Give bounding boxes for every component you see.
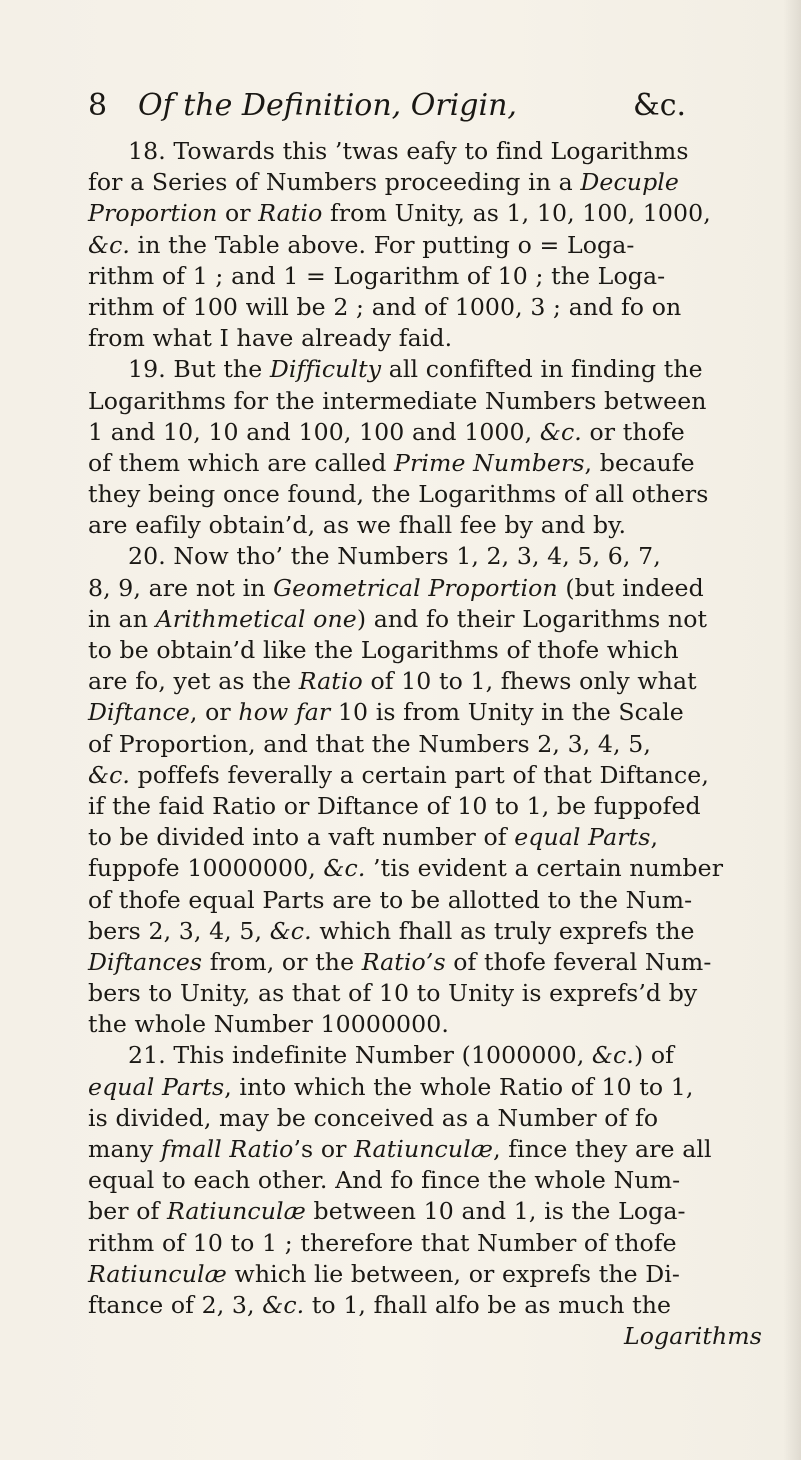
text-segment: , or xyxy=(189,698,239,727)
text-line xyxy=(88,1103,768,1134)
text-segment: 8, 9, are not in xyxy=(88,573,274,602)
text-line xyxy=(88,729,768,760)
text-line xyxy=(88,822,768,853)
running-head xyxy=(88,88,728,128)
italic-text: Arithmetical one xyxy=(155,604,357,633)
text-segment: to be divided into a vaft number of xyxy=(88,823,515,852)
text-segment: (but indeed xyxy=(557,573,704,602)
italic-text: equal Parts xyxy=(514,823,651,852)
text-line xyxy=(88,1196,768,1227)
italic-text: Diftances xyxy=(88,947,203,976)
text-line xyxy=(88,230,768,261)
text-segment: rithm of 10 to 1 ; therefore that Number of thofe xyxy=(88,1228,677,1257)
text-segment: many xyxy=(88,1135,161,1163)
text-line xyxy=(88,1290,768,1321)
italic-text: Difficulty xyxy=(269,355,382,384)
page-number: 8 xyxy=(88,88,108,123)
text-segment: rithm of 1 ; and 1 = Logarithm of 10 ; the Loga- xyxy=(88,261,666,290)
text-line xyxy=(88,167,768,198)
italic-text: &c. xyxy=(88,760,131,789)
text-line xyxy=(88,1228,768,1259)
text-segment: they being once found, the Logarithms of all others xyxy=(88,480,709,509)
text-segment: of thofe equal Parts are to be allotted to the Num- xyxy=(88,885,693,914)
italic-text: &c. xyxy=(323,854,366,883)
text-line xyxy=(88,292,768,323)
text-segment: 20. Now tho’ the Numbers 1, 2, 3, 4, 5, 6, 7, xyxy=(128,542,661,571)
text-line xyxy=(88,354,768,385)
italic-text: Diftance xyxy=(88,698,190,727)
text-segment: , becaufe xyxy=(584,448,695,477)
text-line xyxy=(88,697,768,728)
text-line xyxy=(88,1259,768,1290)
text-segment: from what I have already faid. xyxy=(88,324,453,353)
text-segment: for a Series of Numbers proceeding in a xyxy=(88,168,581,197)
text-segment: all confifted in finding the xyxy=(381,355,703,384)
text-line xyxy=(88,417,768,448)
italic-text: &c. xyxy=(539,417,582,446)
text-line xyxy=(88,510,768,541)
italic-text: Logarithms xyxy=(623,1322,762,1351)
text-line xyxy=(88,635,768,666)
italic-text: Ratio xyxy=(258,199,323,228)
text-line xyxy=(88,916,768,947)
text-line xyxy=(88,323,768,354)
italic-text: Geometrical Proportion xyxy=(273,573,558,602)
text-segment: , into which the whole Ratio of 10 to 1, xyxy=(224,1072,694,1101)
text-segment: 19. But the xyxy=(128,355,270,384)
text-line xyxy=(88,1165,768,1196)
text-segment: 1 and 10, 10 and 100, 100 and 1000, xyxy=(88,417,540,446)
text-line xyxy=(88,666,768,697)
italic-text: &c. xyxy=(591,1041,634,1070)
italic-text: fmall Ratio xyxy=(160,1135,294,1163)
text-segment: 18. Towards this ’twas eafy to find Logarithms xyxy=(128,137,689,165)
text-segment: fuppofe 10000000, xyxy=(88,854,324,883)
text-line xyxy=(88,604,768,635)
text-segment: , fince they are all xyxy=(493,1135,712,1163)
text-segment: ) of xyxy=(633,1041,674,1070)
text-segment: ’tis evident a certain number xyxy=(365,854,724,883)
text-segment: to be obtain’d like the Logarithms of thofe which xyxy=(88,636,679,664)
text-segment: ) and fo their Logarithms not xyxy=(356,604,708,633)
text-line xyxy=(88,479,768,510)
italic-text: equal Parts xyxy=(88,1072,225,1101)
text-segment: between 10 and 1, is the Loga- xyxy=(305,1197,686,1226)
text-segment: 21. This indefinite Number (1000000, xyxy=(128,1041,592,1070)
text-segment: , xyxy=(650,823,659,852)
text-line xyxy=(88,198,768,229)
text-line xyxy=(88,573,768,604)
text-line xyxy=(88,947,768,978)
text-segment: which fhall as truly exprefs the xyxy=(311,916,695,945)
text-line xyxy=(88,760,768,791)
italic-text: Ratio xyxy=(361,947,426,976)
text-segment: are fo, yet as the xyxy=(88,667,299,696)
text-segment: rithm of 100 will be 2 ; and of 1000, 3 ; and fo on xyxy=(88,292,682,321)
text-line xyxy=(88,541,768,572)
text-line xyxy=(88,1134,768,1165)
text-line xyxy=(88,1040,768,1071)
text-segment: or thofe xyxy=(581,417,685,446)
text-segment: ftance of 2, 3, xyxy=(88,1290,263,1319)
italic-text: Proportion xyxy=(88,199,218,228)
text-segment: ber of xyxy=(88,1197,167,1226)
italic-text: Ratiunculæ xyxy=(88,1259,227,1288)
text-line xyxy=(88,136,768,167)
text-line xyxy=(88,853,768,884)
body-text xyxy=(88,136,768,1352)
italic-text: &c. xyxy=(262,1290,305,1319)
text-segment: of Proportion, and that the Numbers 2, 3, 4, 5, xyxy=(88,729,651,758)
text-segment: if the faid Ratio or Diftance of 10 to 1, be fuppofed xyxy=(88,791,701,820)
running-title-etc: &c. xyxy=(633,88,687,123)
text-line xyxy=(88,1009,768,1040)
italic-text: Ratiunculæ xyxy=(166,1197,306,1226)
text-segment: to 1, fhall alfo be as much the xyxy=(304,1290,672,1319)
italic-text: Prime Numbers xyxy=(394,448,585,477)
italic-text: &c. xyxy=(88,230,131,259)
text-segment: 10 is from Unity in the Scale xyxy=(330,698,684,727)
text-line xyxy=(88,448,768,479)
text-line xyxy=(88,791,768,822)
text-segment: from, or the xyxy=(202,947,362,976)
text-line xyxy=(88,885,768,916)
text-segment: of thofe feveral Num- xyxy=(445,947,712,976)
italic-text: Ratio xyxy=(298,667,363,696)
text-segment: Logarithms for the intermediate Numbers between xyxy=(88,386,707,415)
text-line xyxy=(88,261,768,292)
text-segment: ’s or xyxy=(293,1135,355,1163)
text-segment: or xyxy=(217,199,259,228)
catchword xyxy=(88,1321,768,1352)
text-segment: which lie between, or exprefs the Di- xyxy=(226,1259,681,1288)
text-segment: from Unity, as 1, 10, 100, 1000, xyxy=(322,199,711,228)
text-line xyxy=(88,386,768,417)
text-segment: in the Table above. For putting o = Loga- xyxy=(130,230,635,259)
text-segment: equal to each other. And fo fince the whole Num- xyxy=(88,1166,681,1195)
text-line xyxy=(88,978,768,1009)
italic-text: Decuple xyxy=(580,168,679,197)
italic-text: how far xyxy=(238,698,331,727)
italic-text: ’s xyxy=(425,947,446,976)
text-segment: the whole Number 10000000. xyxy=(88,1010,449,1039)
text-segment: in an xyxy=(88,604,156,633)
text-segment: is divided, may be conceived as a Number of fo xyxy=(88,1103,659,1132)
text-segment: poffefs feverally a certain part of that Diftance, xyxy=(130,760,709,789)
text-segment: of them which are called xyxy=(88,448,395,477)
text-segment: bers to Unity, as that of 10 to Unity is exprefs’d by xyxy=(88,979,698,1008)
text-segment: of 10 to 1, fhews only what xyxy=(362,667,697,696)
italic-text: &c. xyxy=(269,916,312,945)
text-segment: are eafily obtain’d, as we fhall fee by and by. xyxy=(88,511,627,540)
italic-text: Ratiunculæ xyxy=(354,1135,494,1163)
text-line xyxy=(88,1072,768,1103)
text-segment: bers 2, 3, 4, 5, xyxy=(88,916,270,945)
page-edge-shadow xyxy=(783,0,801,1460)
running-title: Of the Definition, Origin, xyxy=(138,88,517,123)
